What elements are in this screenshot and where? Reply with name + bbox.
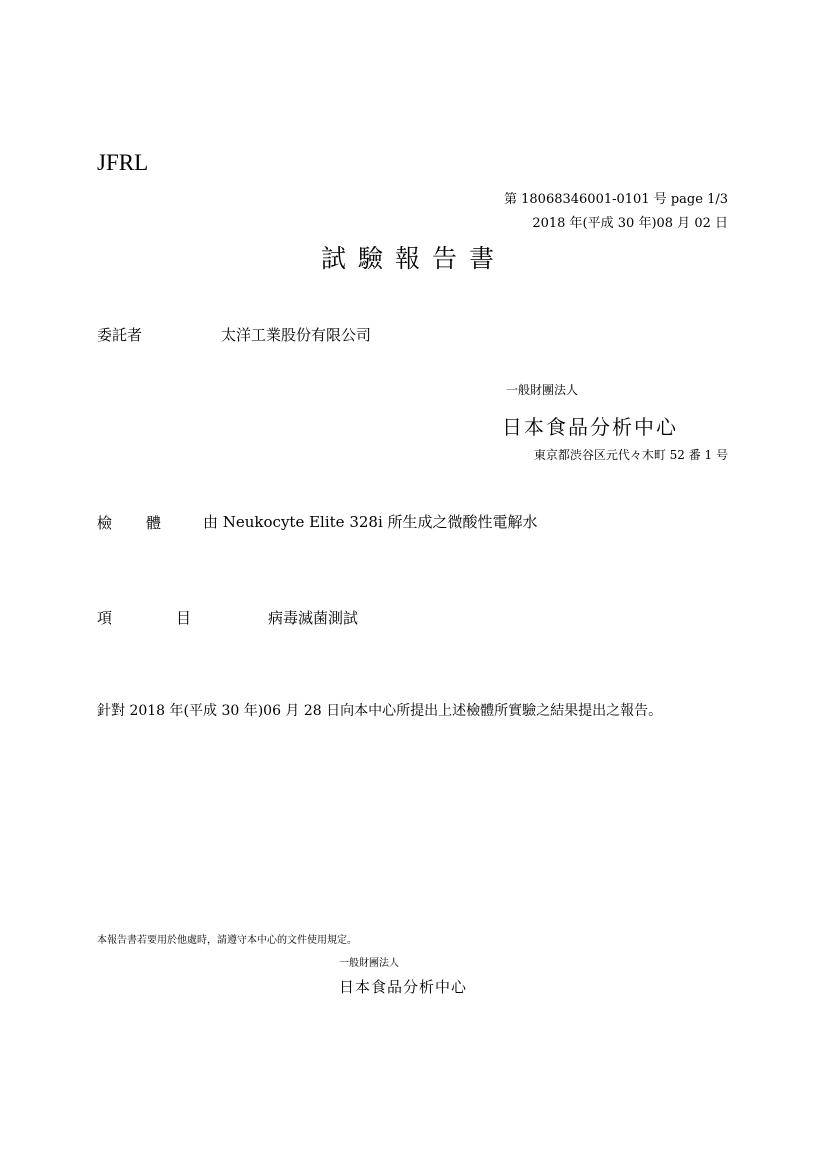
client-label: 委託者 (97, 326, 143, 344)
specimen-value: 由 Neukocyte Elite 328i 所生成之微酸性電解水 (203, 513, 538, 531)
report-number: 第 18068346001-0101 号 page 1/3 (504, 192, 728, 207)
issuer-address: 東京都渋谷区元代々木町 52 番 1 号 (533, 448, 728, 462)
footer-note: 本報告書若要用於他處時，請遵守本中心的文件使用規定。 (97, 935, 357, 946)
footer-issuer-prefix: 一般財團法人 (339, 958, 399, 969)
org-abbreviation: JFRL (97, 150, 149, 175)
footer-issuer-name: 日本食品分析中心 (339, 978, 468, 996)
report-date: 2018 年(平成 30 年)08 月 02 日 (532, 216, 728, 231)
report-statement: 針對 2018 年(平成 30 年)06 月 28 日向本中心所提出上述檢體所實驗之結果提出之報告。 (97, 703, 663, 719)
item-label-char-1: 項 (97, 609, 113, 627)
item-label-char-2: 目 (176, 609, 192, 627)
issuer-prefix: 一般財團法人 (506, 383, 579, 397)
client-value: 太洋工業股份有限公司 (221, 326, 372, 344)
specimen-label-char-2: 體 (146, 514, 162, 532)
document-title: 試驗報告書 (320, 244, 506, 273)
item-value: 病毒滅菌測試 (268, 609, 359, 627)
issuer-name: 日本食品分析中心 (502, 415, 678, 439)
specimen-label-char-1: 檢 (97, 514, 113, 532)
